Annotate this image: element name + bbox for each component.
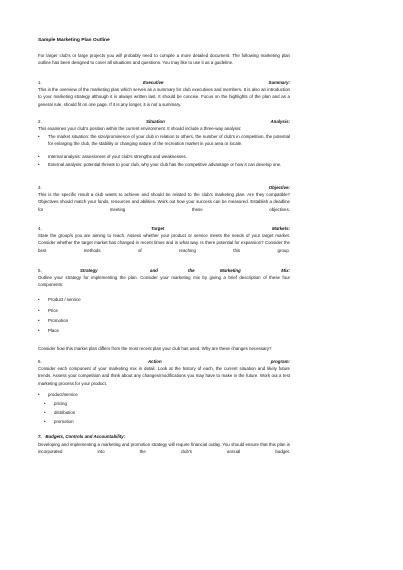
section-2-heading — [38, 118, 290, 125]
list-item-text: product/service — [48, 392, 78, 397]
section-7-body: Developing and implementing a marketing and promotion strategy will require financial outlay. You should ensure that this plan is incorporated into the club's annual budget. — [38, 442, 290, 455]
list-item-text: Price — [48, 308, 59, 313]
section-5-heading — [38, 267, 290, 274]
section-heading-word: and — [150, 268, 158, 273]
list-item-text: The market situation: the size/prominence of your club in relation to others, the number of club's in competition, the potential for enlarging the club, the stability or changing nature of the recreation market in your area or locale. — [48, 134, 290, 147]
list-item-text: Internal analysis: assessment of your club's strengths and weaknesses. — [48, 154, 187, 159]
bullet-icon: • — [38, 392, 40, 397]
section-heading-word: Strategy — [80, 268, 98, 273]
section-number: 1. — [38, 80, 42, 85]
section-heading-word: Objective: — [268, 185, 290, 190]
section-heading-word: Action — [148, 359, 162, 364]
section-heading-word: Summary: — [268, 80, 290, 85]
section-5-note: Consider how this market plan differs from the most recent plan your club has used. Why are these changes necessary? — [38, 346, 272, 351]
section-heading-word: Target — [151, 226, 165, 231]
section-6-heading — [38, 358, 290, 365]
bullet-icon: • — [38, 328, 40, 333]
section-heading-word: Marketing — [220, 268, 241, 273]
section-2-body: This examines your club's position within the current environment. It should include a three-way analysis: — [38, 126, 242, 131]
document-title: Sample Marketing Plan Outline — [38, 38, 110, 43]
list-item-text: Product / service — [48, 297, 81, 302]
bullet-icon: • — [38, 162, 40, 167]
section-3-heading — [38, 184, 290, 191]
bullet-icon: • — [44, 419, 46, 424]
bullet-icon: • — [44, 401, 46, 406]
section-number: 3. — [38, 185, 42, 190]
section-heading-word: Executive — [143, 80, 164, 85]
list-item-text: Place — [48, 328, 59, 333]
list-item-text: pricing — [54, 401, 67, 406]
intro-paragraph: For larger club's or large projects you will probably need to compile a more detailed document. The following marketing plan outline has been designed to cover all situations and questions. You may like to use it as a guideline. — [38, 53, 290, 66]
section-heading-word: Analysis: — [270, 119, 290, 124]
section-number: 2. — [38, 119, 42, 124]
bullet-icon: • — [38, 154, 40, 159]
section-1-heading — [38, 79, 290, 86]
list-item-text: External analysis: potential threats to your club, why your club has the competitive advantage or how it can develop one. — [48, 162, 282, 167]
section-heading-word: the — [188, 268, 195, 273]
bullet-icon: • — [38, 134, 40, 139]
section-4-body: State the group/s you are aiming to reach. Assess whether your product or service meets the needs of your target market. Consider whether the target market has changed in recent times and in what way. Is there potential for expansion? Consider the best methods of reaching this group. — [38, 233, 290, 253]
list-item-text: distribution — [54, 410, 76, 415]
section-6-body: Consider each component of your marketing mix in detail. Look at the history of each, the current situation and likely future trends. Assess your competition and think about any changes/modifications you may have to make in the future. Work out a test marketing process for your product. — [38, 366, 290, 386]
bullet-icon: • — [44, 410, 46, 415]
section-number: 5. — [38, 268, 42, 273]
section-5-body: Outline your strategy for implementing the plan. Consider your marketing mix by giving a brief description of these four components: — [38, 275, 290, 288]
section-heading-word: Situation — [146, 119, 165, 124]
section-1-body: This is the overview of the marketing plan which serves as a summary for club executives and members. It is also an introduction to your marketing strategy although it is always written last. It should be concise. Focus on the highlights of the plan and as a general rule, should fit on one page. If it is any longer, it is not a summary. — [38, 87, 290, 107]
bullet-icon: • — [38, 318, 40, 323]
bullet-icon: • — [38, 297, 40, 302]
bullet-icon: • — [38, 308, 40, 313]
section-7-heading: 7. Budgets, Controls and Accountability: — [38, 434, 126, 439]
section-heading-word: program: — [270, 359, 290, 364]
section-4-heading — [38, 225, 290, 232]
section-heading-word: Mix: — [281, 268, 290, 273]
list-item-text: promotion — [54, 419, 74, 424]
section-heading-word: Markets: — [271, 226, 290, 231]
section-number: 4. — [38, 226, 42, 231]
section-3-body: This is the specific result a club wants to achieve and should be related to the club's marketing plan. Are they compatible? Objectives should match your funds, resources and abilities. Work out how your success can be measured. Establish a deadline for meeting these objectives. — [38, 192, 290, 212]
section-number: 6. — [38, 359, 42, 364]
list-item-text: Promotion — [48, 318, 69, 323]
